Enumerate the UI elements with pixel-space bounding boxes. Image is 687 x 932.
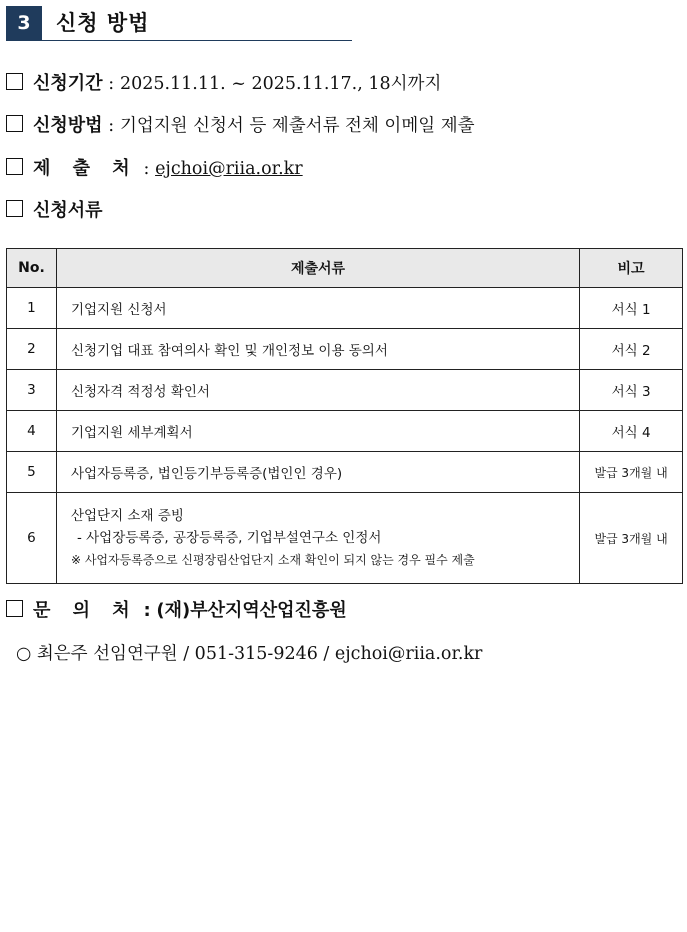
item-docs [6, 197, 103, 225]
circle-bullet-icon: ○ [16, 644, 32, 664]
row-note: 서식 1 [580, 288, 683, 329]
submit-label: 제 출 처 [33, 158, 138, 179]
checkbox-square-icon [6, 73, 23, 90]
period-label: 신청기간 [33, 73, 103, 94]
row-note: 서식 3 [580, 370, 683, 411]
row-doc-sub: - 사업장등록증, 공장등록증, 기업부설연구소 인정서 [76, 530, 382, 546]
row-no: 5 [7, 452, 57, 493]
documents-table [6, 248, 683, 584]
header-doc: 제출서류 [56, 249, 579, 288]
method-label: 신청방법 [33, 115, 103, 136]
table-row [7, 452, 683, 493]
item-inquiry [6, 597, 347, 625]
submit-colon: : [143, 159, 150, 179]
table-row [7, 329, 683, 370]
row-doc: 신청자격 적정성 확인서 [56, 370, 579, 411]
table-row [7, 411, 683, 452]
section-header [6, 6, 352, 41]
inquiry-colon: : [143, 600, 151, 621]
period-colon: : [108, 74, 115, 94]
table-row [7, 370, 683, 411]
row-doc: 기업지원 신청서 [56, 288, 579, 329]
table-header-row [7, 249, 683, 288]
row-doc-remark: ※ 사업자등록증으로 신평장림산업단지 소재 확인이 되지 않는 경우 필수 제출 [70, 553, 475, 567]
row-no: 4 [7, 411, 57, 452]
docs-label: 신청서류 [33, 200, 103, 221]
row-note: 발급 3개월 내 [580, 452, 683, 493]
row-note: 발급 3개월 내 [580, 493, 683, 584]
table-row [7, 288, 683, 329]
checkbox-square-icon [6, 600, 23, 617]
row-doc: 사업자등록증, 법인등기부등록증(법인인 경우) [56, 452, 579, 493]
item-period [6, 70, 441, 98]
contact-text: 최은주 선임연구원 / 051-315-9246 / ejchoi@riia.or.kr [36, 644, 483, 664]
row-doc: 신청기업 대표 참여의사 확인 및 개인정보 이용 동의서 [56, 329, 579, 370]
table-row [7, 493, 683, 584]
method-colon: : [108, 116, 115, 136]
item-submit [6, 155, 303, 183]
row-no: 3 [7, 370, 57, 411]
inquiry-value: (재)부산지역산업진흥원 [156, 600, 347, 621]
checkbox-square-icon [6, 200, 23, 217]
row-doc: 기업지원 세부계획서 [56, 411, 579, 452]
row-no: 1 [7, 288, 57, 329]
row-note: 서식 4 [580, 411, 683, 452]
row-no: 6 [7, 493, 57, 584]
contact-line [16, 640, 482, 668]
inquiry-label: 문 의 처 [33, 600, 138, 621]
row-note: 서식 2 [580, 329, 683, 370]
section-title: 신청 방법 [56, 11, 150, 35]
header-note: 비고 [580, 249, 683, 288]
row-doc-group [56, 493, 579, 584]
section-number-badge: 3 [6, 6, 42, 40]
submit-email-link[interactable]: ejchoi@riia.or.kr [155, 159, 303, 179]
method-value: 기업지원 신청서 등 제출서류 전체 이메일 제출 [119, 116, 475, 136]
period-value: 2025.11.11. ~ 2025.11.17., 18시까지 [119, 74, 442, 94]
checkbox-square-icon [6, 115, 23, 132]
header-no: No. [7, 249, 57, 288]
checkbox-square-icon [6, 158, 23, 175]
row-doc: 산업단지 소재 증빙 [70, 508, 184, 524]
item-method [6, 112, 475, 140]
row-no: 2 [7, 329, 57, 370]
